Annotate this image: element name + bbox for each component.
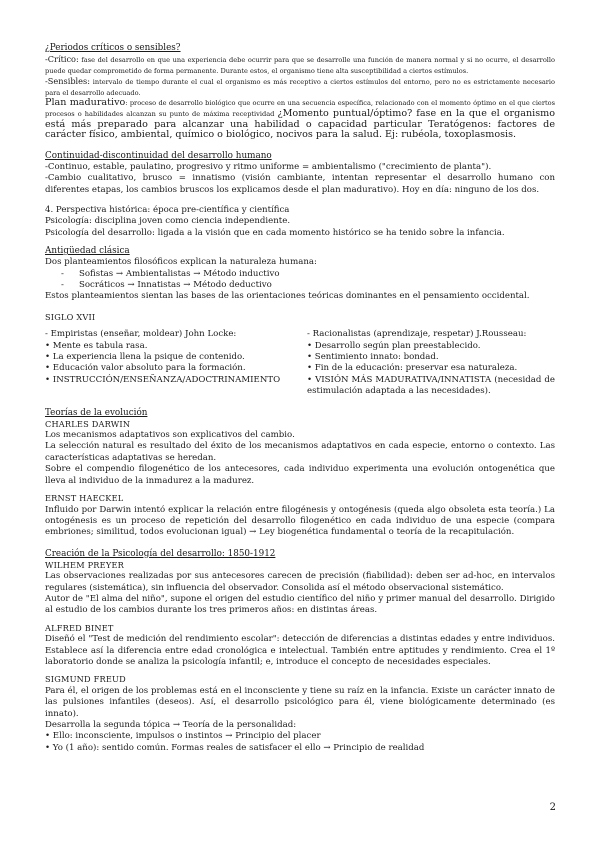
continuidad-line2: -Cambio cualitativo, brusco = innatismo (visión cambiante, intentan representar el desarrollo humano con diferentes etapas, los cambios bruscos los explicamos desde el plan madurativo). Hoy en día: ninguno de los dos.	[45, 173, 555, 195]
binet-name: ALFRED BINET	[45, 622, 114, 633]
perspectiva-line2: Psicología del desarrollo: ligada a la visión que en cada momento histórico se ha tenido sobre la infancia.	[45, 227, 505, 238]
darwin-name: CHARLES DARWIN	[45, 418, 131, 429]
periodos-heading: ¿Periodos críticos o sensibles?	[45, 43, 181, 53]
freud-line: • Ello: inconsciente, impulsos o instintos → Principio del placer	[45, 731, 321, 742]
list-item: • VISIÓN MÁS MADURATIVA/INNATISTA (necesidad de estimulación adaptada a las necesidades).	[307, 374, 555, 397]
preyer-name: WILHEM PREYER	[45, 559, 124, 570]
freud-line: • Yo (1 año): sentido común. Formas reales de satisfacer el ello → Principio de realidad	[45, 742, 425, 753]
list-item: • Desarrollo según plan preestablecido.	[307, 340, 481, 351]
sensibles-label: -Sensibles:	[45, 76, 90, 87]
plan-label: Plan madurativo	[45, 97, 126, 109]
plan-text: : proceso de desarrollo biológico que ocurre en una secuencia específica, relacionado con el momento óptimo en el que ciertos procesos o habilidades alcanzan su punto de máxima receptividad	[45, 99, 555, 118]
critico-text: fase del desarrollo en que una experiencia debe ocurrir para que se desarrolle una función de manera normal y si no ocurre, el desarrollo puede quedar comprometido de forma permanente. Durante estos, el organismo tiene alta susceptibilidad a ciertos estímulos.	[45, 56, 555, 75]
binet-text: Diseñó el "Test de medición del rendimiento escolar": detección de diferencias a distintas edades y entre individuos. Establece así la diferencia entre edad cronológica e intelectual. También entre aptitudes y rendimiento. Crea el 1º laboratorio donde se analiza la psicología infantil; e, introduce el concepto de necesidades especiales.	[45, 634, 555, 667]
list-item: • Mente es tabula rasa.	[45, 340, 148, 351]
freud-line: Desarrolla la segunda tópica → Teoría de la personalidad:	[45, 720, 297, 730]
freud-line: Para él, el origen de los problemas está en el inconsciente y tiene su raíz en la infancia. Existe un carácter innato de las pulsiones infantiles (deseos). Así, el desarrollo psicológico para él, viene biológicamente determinado (es innato).	[45, 685, 555, 719]
list-item: - Racionalistas (aprendizaje, respetar) J.Rousseau:	[307, 329, 527, 340]
periodos-sensibles	[45, 76, 555, 98]
critico-label: -Crítico:	[45, 54, 79, 64]
darwin-line: La selección natural es resultado del éxito de los mecanismos adaptativos en cada especie, entorno o contexto. Las características adaptativas se heredan.	[45, 441, 555, 463]
darwin-line: Los mecanismos adaptativos son explicativos del cambio.	[45, 430, 295, 441]
periodos-critico	[45, 54, 555, 76]
sensibles-text: intervalo de tiempo durante el cual el organismo es más receptivo a ciertos estímulos del entorno, pero no es estrictamente necesario para el desarrollo adecuado.	[45, 78, 555, 97]
empiristas-column	[45, 329, 293, 397]
perspectiva-line1: Psicología: disciplina joven como ciencia independiente.	[45, 216, 291, 227]
evolucion-heading: Teorías de la evolución	[45, 407, 148, 418]
list-item: • Fin de la educación: preservar esa naturaleza.	[307, 363, 518, 374]
darwin-line: Sobre el compendio filogenético de los antecesores, cada individuo experimenta una evolución ontogenética que lleva al individuo de la inmadurez a la madurez.	[45, 464, 555, 486]
list-item: - Empiristas (enseñar, moldear) John Locke:	[45, 329, 237, 340]
list-item: • Educación valor absoluto para la formación.	[45, 363, 246, 374]
preyer-line: Autor de "El alma del niño", supone el origen del estudio científico del niño y primer manual del desarrollo. Dirigido al estudio de los cambios durante los tres primeros años: en distintas áreas.	[45, 593, 555, 616]
creacion-heading: Creación de la Psicología del desarrollo: 1850-1912	[45, 548, 276, 559]
racionalistas-column	[307, 329, 555, 397]
haeckel-text: Influido por Darwin intentó explicar la relación entre filogénesis y ontogénesis (queda algo obsoleta esta teoría.) La ontogénesis es un proceso de repetición del desarrollo filogenético en cada individuo de una especie (compara embriones; similitud, todos evolucionan igual) → Ley biogenética fundamental o teoría de la recapitulación.	[45, 504, 555, 538]
periodos-plan	[45, 98, 555, 140]
preyer-line: Las observaciones realizadas por sus antecesores carecen de precisión (fiabilidad): deben ser ad-hoc, en intervalos regulares (sistemática), sin influencia del observador. Consolida así el método observacional sistemático.	[45, 571, 555, 593]
list-item: - Socráticos → Innatistas → Método deductivo	[63, 280, 555, 291]
list-item: • La experiencia llena la psique de contenido.	[45, 352, 245, 363]
list-item: • Sentimiento innato: bondad.	[307, 352, 439, 363]
antiguedad-list	[45, 269, 555, 292]
antiguedad-intro: Dos planteamientos filosóficos explican la naturaleza humana:	[45, 257, 317, 268]
siglo-columns	[45, 329, 555, 397]
freud-name: SIGMUND FREUD	[45, 674, 126, 685]
list-item: • INSTRUCCIÓN/ENSEÑANZA/ADOCTRINAMIENTO	[45, 374, 281, 385]
perspectiva-title: 4. Perspectiva histórica: época pre-científica y científica	[45, 204, 290, 215]
haeckel-name: ERNST HAECKEL	[45, 493, 124, 504]
continuidad-line1: -Continuo, estable, paulatino, progresivo y ritmo uniforme = ambientalismo ("crecimiento de planta").	[45, 161, 492, 172]
page-number: 2	[549, 802, 556, 813]
plan-tail: ¿Momento puntual/óptimo? fase en la que el organismo está más preparado para alcanzar una habilidad o capacidad particular Teratógenos: factores de carácter físico, ambiental, químico o biológico, nocivos para la salud. Ej: rubéola, toxoplasmosis.	[45, 107, 555, 141]
list-item: - Sofistas → Ambientalistas → Método inductivo	[63, 269, 555, 280]
antiguedad-heading: Antigüedad clásica	[45, 246, 130, 257]
continuidad-heading: Continuidad-discontinuidad del desarrollo humano	[45, 150, 272, 161]
siglo-heading: SIGLO XVII	[45, 311, 96, 322]
antiguedad-outro: Estos planteamientos sientan las bases de las orientaciones teóricas dominantes en el pensamiento occidental.	[45, 291, 530, 302]
